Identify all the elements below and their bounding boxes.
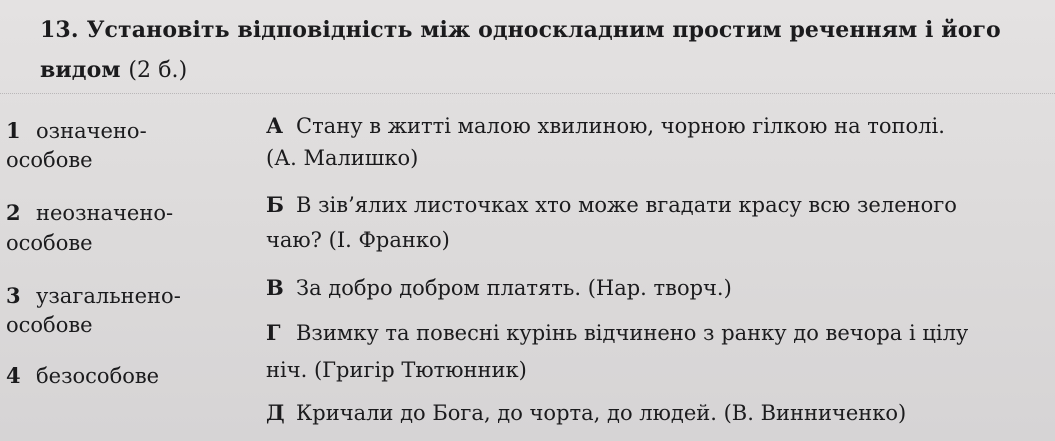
task-question: Установіть відповідність між односкладним простим реченням і його видом bbox=[40, 17, 1001, 83]
type-label: безособове bbox=[36, 364, 160, 388]
option-letter: В bbox=[266, 275, 284, 300]
type-item-1-cont bbox=[6, 142, 93, 178]
option-text: Взимку та повесні курінь відчинено з ранку до вечора і цілу bbox=[296, 321, 969, 345]
type-item-4 bbox=[6, 358, 159, 394]
option-g-cont bbox=[266, 352, 527, 388]
task-heading bbox=[40, 10, 1030, 91]
task-number: 13. bbox=[40, 17, 79, 43]
type-label-cont: особове bbox=[6, 148, 93, 172]
option-text-cont: чаю? (І. Франко) bbox=[266, 228, 450, 252]
option-text: Кричали до Бога, до чорта, до людей. (В. Винниченко) bbox=[296, 401, 907, 425]
option-v bbox=[266, 270, 732, 306]
option-a bbox=[266, 108, 945, 144]
type-label-cont: особове bbox=[6, 231, 93, 255]
option-text: За добро добром платять. (Нар. творч.) bbox=[296, 276, 732, 300]
task-points: (2 б.) bbox=[128, 58, 188, 83]
type-label: узагальнено- bbox=[36, 284, 181, 308]
type-label: означено- bbox=[36, 119, 147, 143]
option-text: В зів’ялих листочках хто може вгадати красу всю зеленого bbox=[296, 193, 957, 217]
type-number: 2 bbox=[6, 200, 21, 225]
type-item-3-cont bbox=[6, 307, 93, 343]
option-a-cont bbox=[266, 140, 418, 176]
type-label: неозначено- bbox=[36, 201, 174, 225]
option-letter: Д bbox=[266, 400, 285, 425]
type-number: 3 bbox=[6, 283, 21, 308]
option-b bbox=[266, 187, 957, 223]
option-text-cont: ніч. (Григір Тютюнник) bbox=[266, 358, 527, 382]
option-text: Стану в житті малою хвилиною, чорною гілкою на тополі. bbox=[296, 114, 945, 138]
type-number: 4 bbox=[6, 363, 21, 388]
type-label-cont: особове bbox=[6, 313, 93, 337]
option-letter: Г bbox=[266, 320, 281, 345]
divider-line bbox=[0, 93, 1055, 94]
option-b-cont bbox=[266, 222, 450, 258]
type-item-2-cont bbox=[6, 225, 93, 261]
option-letter: А bbox=[266, 113, 284, 138]
option-d bbox=[266, 395, 906, 431]
option-g bbox=[266, 315, 968, 351]
option-text-cont: (А. Малишко) bbox=[266, 146, 419, 170]
type-number: 1 bbox=[6, 118, 21, 143]
option-letter: Б bbox=[266, 192, 284, 217]
